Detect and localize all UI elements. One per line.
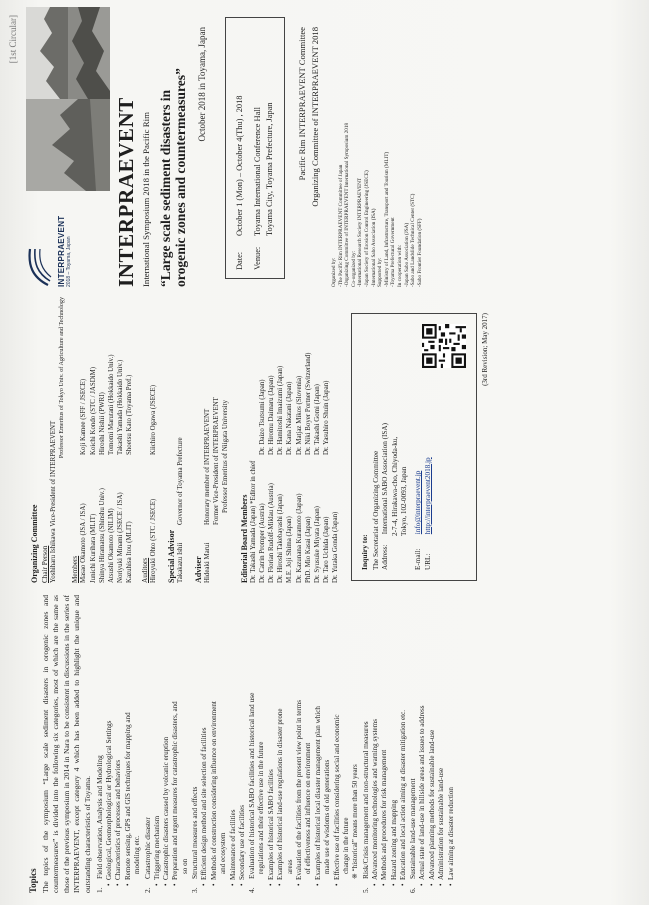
interpraevent-logo: [26, 195, 82, 287]
topic-item: • Actual state of land-use in hillside areas and issues to address: [418, 595, 427, 893]
chair-affiliation: Professor Emeritus of Tokyo Univ. of Agriculture and Technology: [59, 297, 66, 459]
committee-column: [0, 293, 649, 583]
venue-label: Venue:: [253, 246, 262, 270]
editor-name: Dr. Hamitoshi Imaizumi (Japan): [277, 365, 285, 455]
name-row: [331, 293, 340, 583]
topic-item: • Hazard zoning and mapping: [390, 595, 399, 893]
topic-item: so on: [180, 858, 189, 874]
auditor-name: Hiroyuki Ohto (STC / JSECE): [149, 498, 157, 583]
member-name: Tomomi Marutani (Hokkaido Univ.): [108, 354, 116, 455]
fineprint-line: Co-organized by:: [350, 250, 357, 287]
special-advisor-heading: Special Advisor: [166, 529, 176, 583]
topics-heading: Topics: [28, 868, 38, 893]
date-label: Date:: [235, 251, 244, 270]
fineprint-line: In cooperation with:: [396, 244, 403, 287]
topic-item: • Preparation and urgent measures for catastrophic disasters, and: [171, 595, 180, 893]
category-number: 6.: [408, 887, 418, 893]
category-title: Catastrophic disaster: [142, 817, 152, 879]
inquiry-secretariat: The Secretariat of Organizing Committee: [371, 450, 380, 570]
topics-column: [0, 595, 649, 893]
member-name: Kazuhisa Itou (MLIT): [126, 521, 134, 583]
topic-category: [361, 595, 371, 893]
adviser-name: Hideaki Marui: [204, 542, 212, 583]
editor-name: Dr. Taro Uchida (Japan): [323, 516, 331, 583]
topic-item: • Maintenance of facilities: [229, 595, 238, 893]
venue-row: [252, 24, 264, 270]
name-row: [98, 293, 107, 583]
fineprint-line: Supported by:: [377, 257, 384, 287]
topic-item: • Law aiming at disaster reduction: [447, 595, 456, 893]
category-title: Sustainable land-use management: [408, 778, 418, 879]
topic-item: • Examples of historical land-use regulations in disaster prone: [276, 595, 285, 893]
editor-name: Dr. Hiroshi Takebayashi (Japan): [277, 494, 285, 583]
address-label: Address:: [381, 544, 390, 570]
topics-intro: The topics of the symposium “Large scale sediment disasters in orogenic zones and countermeasures” is divided into the following six categories, most of which are the same as those of the previous symposium in 2014 in Nara to be consistent in discussions in the series of INTERPRAEVENT, except category 4 which has been added to highlight the unique and outstanding characteristics of Toyama.: [41, 595, 92, 893]
mountain-photo-collage: [26, 7, 110, 191]
category-number: 5.: [360, 887, 370, 893]
revision-note: (3rd Revision; May 2017): [480, 313, 489, 386]
category-number: 2.: [142, 887, 152, 893]
auditor-name: Kiichiro Ogawa (JSECE): [149, 384, 157, 455]
editorial-board-list: [258, 293, 341, 583]
topic-item: made use of wisdoms of old generations: [323, 759, 332, 874]
topic-item: • Education and local action aiming at disaster mitigation etc.: [399, 595, 408, 893]
member-name: Hiroshi Nishii (PWRI): [98, 392, 106, 455]
address-line: Tokyo, 102-0093, Japan: [400, 466, 409, 536]
topic-item: • Efficient design method and site selection of facilities: [200, 595, 209, 893]
adviser-role: Former Vice-President of INTERPRAEVENT: [213, 397, 221, 525]
editor-name: Dr. Kazunana Kuramoto (Japan): [295, 493, 303, 583]
topic-item: • Administration for sustainable land-use: [437, 595, 446, 893]
member-name: Shinya Hiramatsu (Shinshu Univ.): [98, 488, 106, 583]
category-title: Risk/Crisis management and non-structural measures: [360, 721, 370, 879]
logo-row: [26, 5, 110, 287]
topic-item: • Advanced monitoring technologies and warning systems: [371, 595, 380, 893]
editor-name: Dr. Yasuhiro Shuin (Japan): [323, 380, 331, 455]
organizer-line: Organizing Committee of INTERPRAEVENT 2018: [310, 27, 320, 207]
topic-item: • Examples of historical SABO facilities: [267, 595, 276, 893]
circular-label: [1st Circular]: [8, 15, 18, 64]
category-title: Field observation, Analysis and Modeling: [95, 755, 105, 879]
topic-item: and ecosystem: [219, 832, 228, 874]
topic-item: • Characteristics of processes and behaviors: [114, 595, 123, 893]
name-row: [304, 293, 313, 583]
topic-category: [190, 595, 200, 893]
topic-item: regulations and their effective use in the future: [257, 741, 266, 874]
fineprint-line: -Sabo and Landslide Technical Center (STC): [410, 193, 417, 287]
inquiry-box: [351, 313, 477, 581]
fineprint-line: -Organizing Committee of INTERPRAEVENT International Symposium 2018: [344, 122, 351, 287]
editor-name: Dr. Niki Boyer Portner (Switzerland): [304, 352, 312, 455]
topic-item: • Catastrophic disasters caused by volcanic eruption: [162, 595, 171, 893]
topic-item: of effectiveness and influence on environment: [304, 742, 313, 874]
fineprint-line: Organized by:: [331, 257, 337, 287]
name-row: [313, 293, 322, 583]
member-name: Shoetsu Kato (Toyama Pref.): [126, 374, 134, 455]
member-name: Atsushi Okamoto (NILIM): [108, 508, 116, 583]
fineprint-line: -Toyama Prefectural Government: [390, 217, 397, 287]
name-row: [125, 293, 134, 583]
topic-category: [143, 595, 153, 893]
editor-name: Dr. Daizo Tsutsumi (Japan): [258, 379, 266, 455]
special-advisor-name: Takakazu Ishii: [176, 542, 184, 583]
category-title: Evaluation of historical SABO facilities and historical land use: [247, 692, 257, 879]
editor-in-chief: Dr. Takashi Yamada (Japan) *Editor in chief: [249, 460, 257, 583]
editor-name: Dr. Matjaz Mikos (Slovenia): [295, 375, 303, 455]
fineprint-line: -Japan Sabo Association (JSA): [403, 222, 410, 287]
adviser-heading: Adviser: [194, 556, 204, 583]
topic-item: • Geological, Geomorphological or Hydrological Settings: [105, 595, 114, 893]
fineprint-line: -Ministry of Land, Infrastructure, Transport and Tourism (MLIT): [383, 151, 390, 287]
category-title: Structural measures and effects: [190, 786, 200, 879]
date-row: [234, 24, 246, 270]
venue-name: Toyama International Conference Hall: [253, 107, 262, 236]
topic-category: [95, 595, 105, 893]
auditors-row: [149, 293, 158, 583]
website-link[interactable]: http://interpraevent2018.jp: [423, 457, 432, 535]
member-name: Junichi Kurihara (MLIT): [89, 513, 97, 583]
organizing-committee-heading: Organizing Committee: [30, 504, 39, 583]
name-row: [267, 293, 276, 583]
name-row: [276, 293, 285, 583]
members-list: [79, 293, 134, 583]
name-row: [258, 293, 267, 583]
topic-item: • Triggering mechanism: [153, 595, 162, 893]
editor-name: Dr. Catrin Promper (Austria): [258, 503, 266, 583]
brand-title: INTERPRAEVENT: [114, 97, 138, 287]
member-name: Koichi Kondo (STC / JASDiM): [89, 366, 97, 455]
address-line: International SABO Association (ISA): [381, 423, 390, 535]
topic-item: • Effective use of facilities considering social and economic: [333, 595, 342, 893]
theme-line: orogenic zones and countermeasures”: [173, 68, 188, 287]
name-row: [89, 293, 98, 583]
editor-name: Dr. Yutaka Gonda (Japan): [332, 511, 340, 583]
category-number: 3.: [190, 887, 200, 893]
email-link[interactable]: info@interpraevent.jp: [414, 470, 423, 535]
adviser-row: [203, 293, 231, 583]
topic-item: • Advanced planning methods for sustainable land-use: [428, 595, 437, 893]
member-name: Koji Kamee (SFF / JSECE): [80, 378, 88, 455]
member-name: Masao Okamoto (JSA / ISA): [80, 503, 88, 583]
topic-item: • Evaluation of the facilities from the present view point in terms: [295, 595, 304, 893]
topic-item: • Examples of historical local disaster management plan which: [314, 595, 323, 893]
adviser-role: Honorary member of INTERPRAEVENT: [204, 408, 212, 525]
fineprint-line: -The Pacific Rim INTERPRAEVENT Committee of Japan: [337, 164, 344, 287]
fineprint-line: -International Sabo Association (ISA): [370, 208, 377, 287]
editor-name: Dr. Kana Nakatani (Japan): [286, 381, 294, 455]
editor-name: Dr. Florian Rudolf-Miklau (Austria): [268, 483, 276, 583]
date-venue-box: [225, 17, 285, 279]
adviser-roles: [203, 397, 231, 525]
address-line: 2-7-4, Hirakawa-cho, Chiyoda-ku,: [390, 436, 399, 536]
historical-note: ※ “historical” means more than 50 years: [351, 764, 360, 879]
organizers-fineprint: [331, 5, 423, 287]
special-advisor-role: Governor of Toyama Prefecture: [176, 437, 184, 525]
topic-item: • Secondary use of facilities: [238, 595, 247, 893]
editor-name: M.E. Joji Shima (Japan): [286, 516, 294, 583]
organizer-line: Pacific Rim INTERPRAEVENT Committee: [297, 27, 307, 181]
topic-item: change in the future: [341, 817, 350, 874]
inquiry-address-row: [381, 322, 391, 570]
topics-category-list: [95, 595, 456, 893]
name-row: [322, 293, 331, 583]
fineprint-line: -Sabo Frontier Foundation (SFF): [416, 218, 423, 287]
topic-item: areas: [285, 859, 294, 874]
topic-item: • Methods of construction considering influence on environment: [210, 595, 219, 893]
editor-name: Dr. Takashi Gomi (Japan): [314, 384, 322, 455]
editorial-board-heading: Editorial Board Members: [239, 494, 249, 583]
symposium-subtitle: International Symposium 2018 in the Pacific Rim: [141, 112, 151, 287]
logo-wordmark: INTERPRAEVENT: [57, 215, 66, 287]
category-number: 4.: [247, 887, 257, 893]
date-place: October 2018 in Toyama, Japan: [197, 27, 207, 142]
inquiry-heading: Inquiry to:: [359, 534, 369, 570]
chair-person: Yoshiharu Ishikawa Vice-President of INTERPRAEVENT: [50, 420, 57, 583]
theme-line: “Large scale sediment disasters in: [158, 89, 173, 287]
qr-code-icon[interactable]: [422, 324, 466, 368]
name-row: [295, 293, 304, 583]
member-name: Takashi Yamada (Hokkaido Univ.): [117, 359, 125, 455]
event-date: October 1 (Mon) – October 4(Thu) , 2018: [235, 95, 244, 236]
topic-category: [408, 595, 418, 893]
name-row: [116, 293, 125, 583]
editor-name: PhD. Mio Kasai (Japan): [304, 516, 312, 583]
email-label: E-mail:: [414, 548, 423, 570]
member-name: Noriyuki Minami (JSECE / ISA): [117, 492, 125, 583]
venue-city: Toyama City, Toyama Prefecture, Japan: [265, 102, 274, 236]
logo-subtitle: 2018 – Toyama, Japan: [66, 236, 72, 287]
auditors-label: Auditors: [140, 557, 149, 583]
name-row: [107, 293, 116, 583]
special-advisor-row: [176, 293, 185, 583]
url-label: URL:: [423, 553, 432, 570]
editor-name: [331, 305, 340, 455]
category-number: 1.: [95, 887, 105, 893]
topic-item: • Methods and procedures for risk management: [380, 595, 389, 893]
members-label: Members: [71, 555, 80, 583]
chair-label: Chair Person: [41, 545, 49, 583]
editor-name: Dr. Syusuke Miyata (Japan): [314, 506, 322, 583]
fineprint-line: -International Research Society INTERPRAEVENT: [357, 177, 364, 287]
editor-name: Dr. Hiromu Daimaru (Japan): [268, 375, 276, 455]
cover-column: [0, 5, 649, 287]
topic-item: • Remote sensing, GPS and GIS techniques for mapping and: [124, 595, 133, 893]
name-row: [285, 293, 294, 583]
name-row: [79, 293, 88, 583]
adviser-role: Professor Emeritus of Niigata University: [222, 400, 230, 513]
fineprint-line: -Japan Society of Erosion Control Engineering (JSECE): [363, 170, 370, 287]
topic-category: [247, 595, 257, 893]
topic-item: modeling etc.: [133, 835, 142, 874]
wave-logo-icon: [26, 247, 52, 287]
